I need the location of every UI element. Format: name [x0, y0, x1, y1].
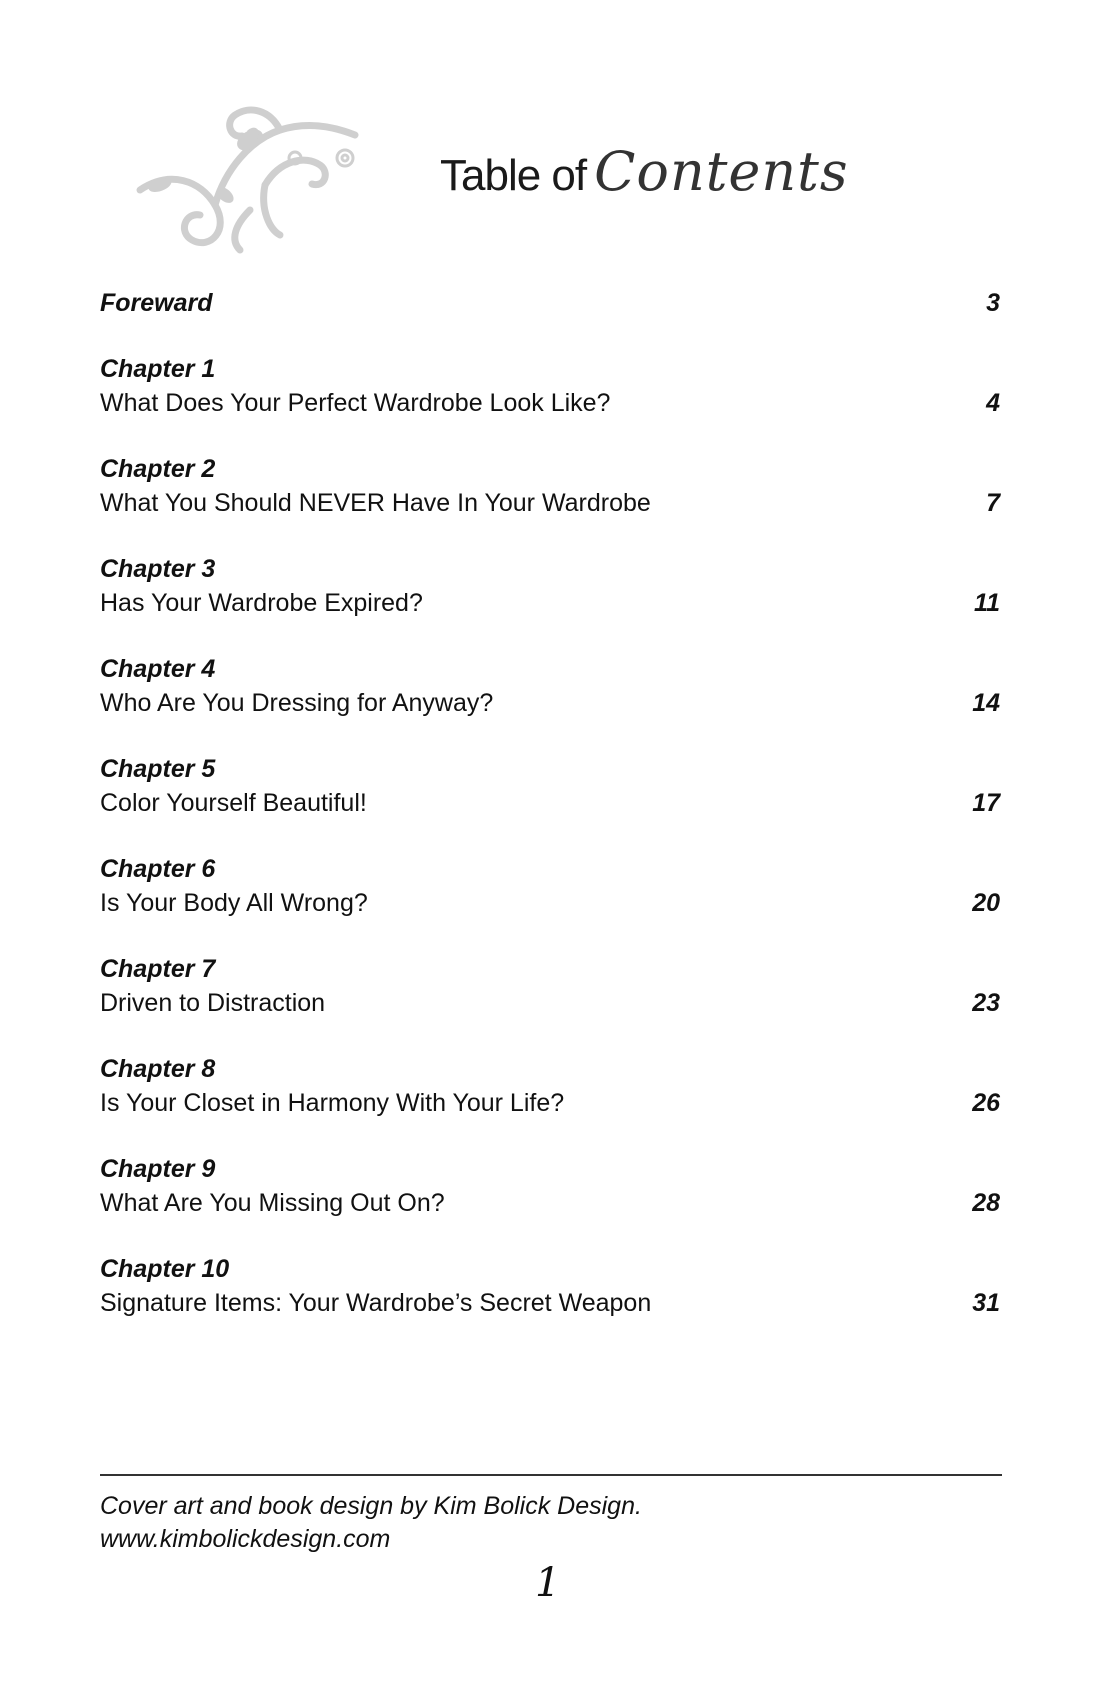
- chapter-page-number: 17: [972, 789, 1000, 817]
- chapter-page-number: 23: [972, 989, 1000, 1017]
- chapter-title: Is Your Closet in Harmony With Your Life?: [100, 1089, 565, 1117]
- chapter-title: Color Yourself Beautiful!: [100, 789, 367, 817]
- table-of-contents: [100, 286, 1000, 1352]
- title-script-text: Contents: [594, 140, 849, 203]
- chapter-page-number: 7: [986, 489, 1000, 517]
- toc-entry-chapter-9: [100, 1152, 1000, 1252]
- chapter-label: Chapter 1: [100, 355, 216, 383]
- chapter-label: Chapter 2: [100, 455, 216, 483]
- footer-credit: [100, 1490, 642, 1556]
- title-plain-text: Table of: [440, 151, 587, 200]
- chapter-page-number: 31: [972, 1289, 1000, 1317]
- toc-entry-chapter-8: [100, 1052, 1000, 1152]
- chapter-label: Chapter 9: [100, 1155, 216, 1183]
- chapter-label: Chapter 6: [100, 855, 216, 883]
- chapter-page-number: 14: [972, 689, 1000, 717]
- chapter-label: Chapter 5: [100, 755, 216, 783]
- chapter-title: Is Your Body All Wrong?: [100, 889, 368, 917]
- chapter-label: Chapter 8: [100, 1055, 216, 1083]
- chapter-page-number: 4: [986, 389, 1000, 417]
- toc-entry-chapter-4: [100, 652, 1000, 752]
- chapter-title: Has Your Wardrobe Expired?: [100, 589, 423, 617]
- chapter-label: Chapter 4: [100, 655, 216, 683]
- toc-foreward-label: Foreward: [100, 289, 213, 317]
- chapter-page-number: 20: [972, 889, 1000, 917]
- toc-entry-chapter-3: [100, 552, 1000, 652]
- chapter-label: Chapter 3: [100, 555, 216, 583]
- page-title: [440, 140, 849, 220]
- toc-entry-chapter-5: [100, 752, 1000, 852]
- toc-entry-chapter-7: [100, 952, 1000, 1052]
- chapter-title: Driven to Distraction: [100, 989, 326, 1017]
- chapter-page-number: 28: [972, 1189, 1000, 1217]
- toc-entry-chapter-6: [100, 852, 1000, 952]
- toc-entry-foreward: [100, 286, 1000, 352]
- toc-foreward-page: 3: [986, 289, 1000, 317]
- chapter-title: What Are You Missing Out On?: [100, 1189, 445, 1217]
- chapter-title: Signature Items: Your Wardrobe’s Secret Weapon: [100, 1289, 652, 1317]
- chapter-title: Who Are You Dressing for Anyway?: [100, 689, 494, 717]
- chapter-label: Chapter 7: [100, 955, 216, 983]
- footer-divider: [100, 1474, 1002, 1476]
- chapter-title: What You Should NEVER Have In Your Wardrobe: [100, 489, 651, 517]
- website-link[interactable]: www.kimbolickdesign.com: [100, 1525, 391, 1553]
- toc-entry-chapter-10: [100, 1252, 1000, 1352]
- floral-ornament-icon: [130, 100, 390, 260]
- chapter-title: What Does Your Perfect Wardrobe Look Like?: [100, 389, 611, 417]
- toc-entry-chapter-1: [100, 352, 1000, 452]
- chapter-page-number: 26: [972, 1089, 1000, 1117]
- chapter-page-number: 11: [974, 589, 1000, 617]
- toc-entry-chapter-2: [100, 452, 1000, 552]
- credit-text: Cover art and book design by Kim Bolick Design.: [100, 1492, 642, 1520]
- page-number: 1: [535, 1560, 561, 1606]
- chapter-label: Chapter 10: [100, 1255, 230, 1283]
